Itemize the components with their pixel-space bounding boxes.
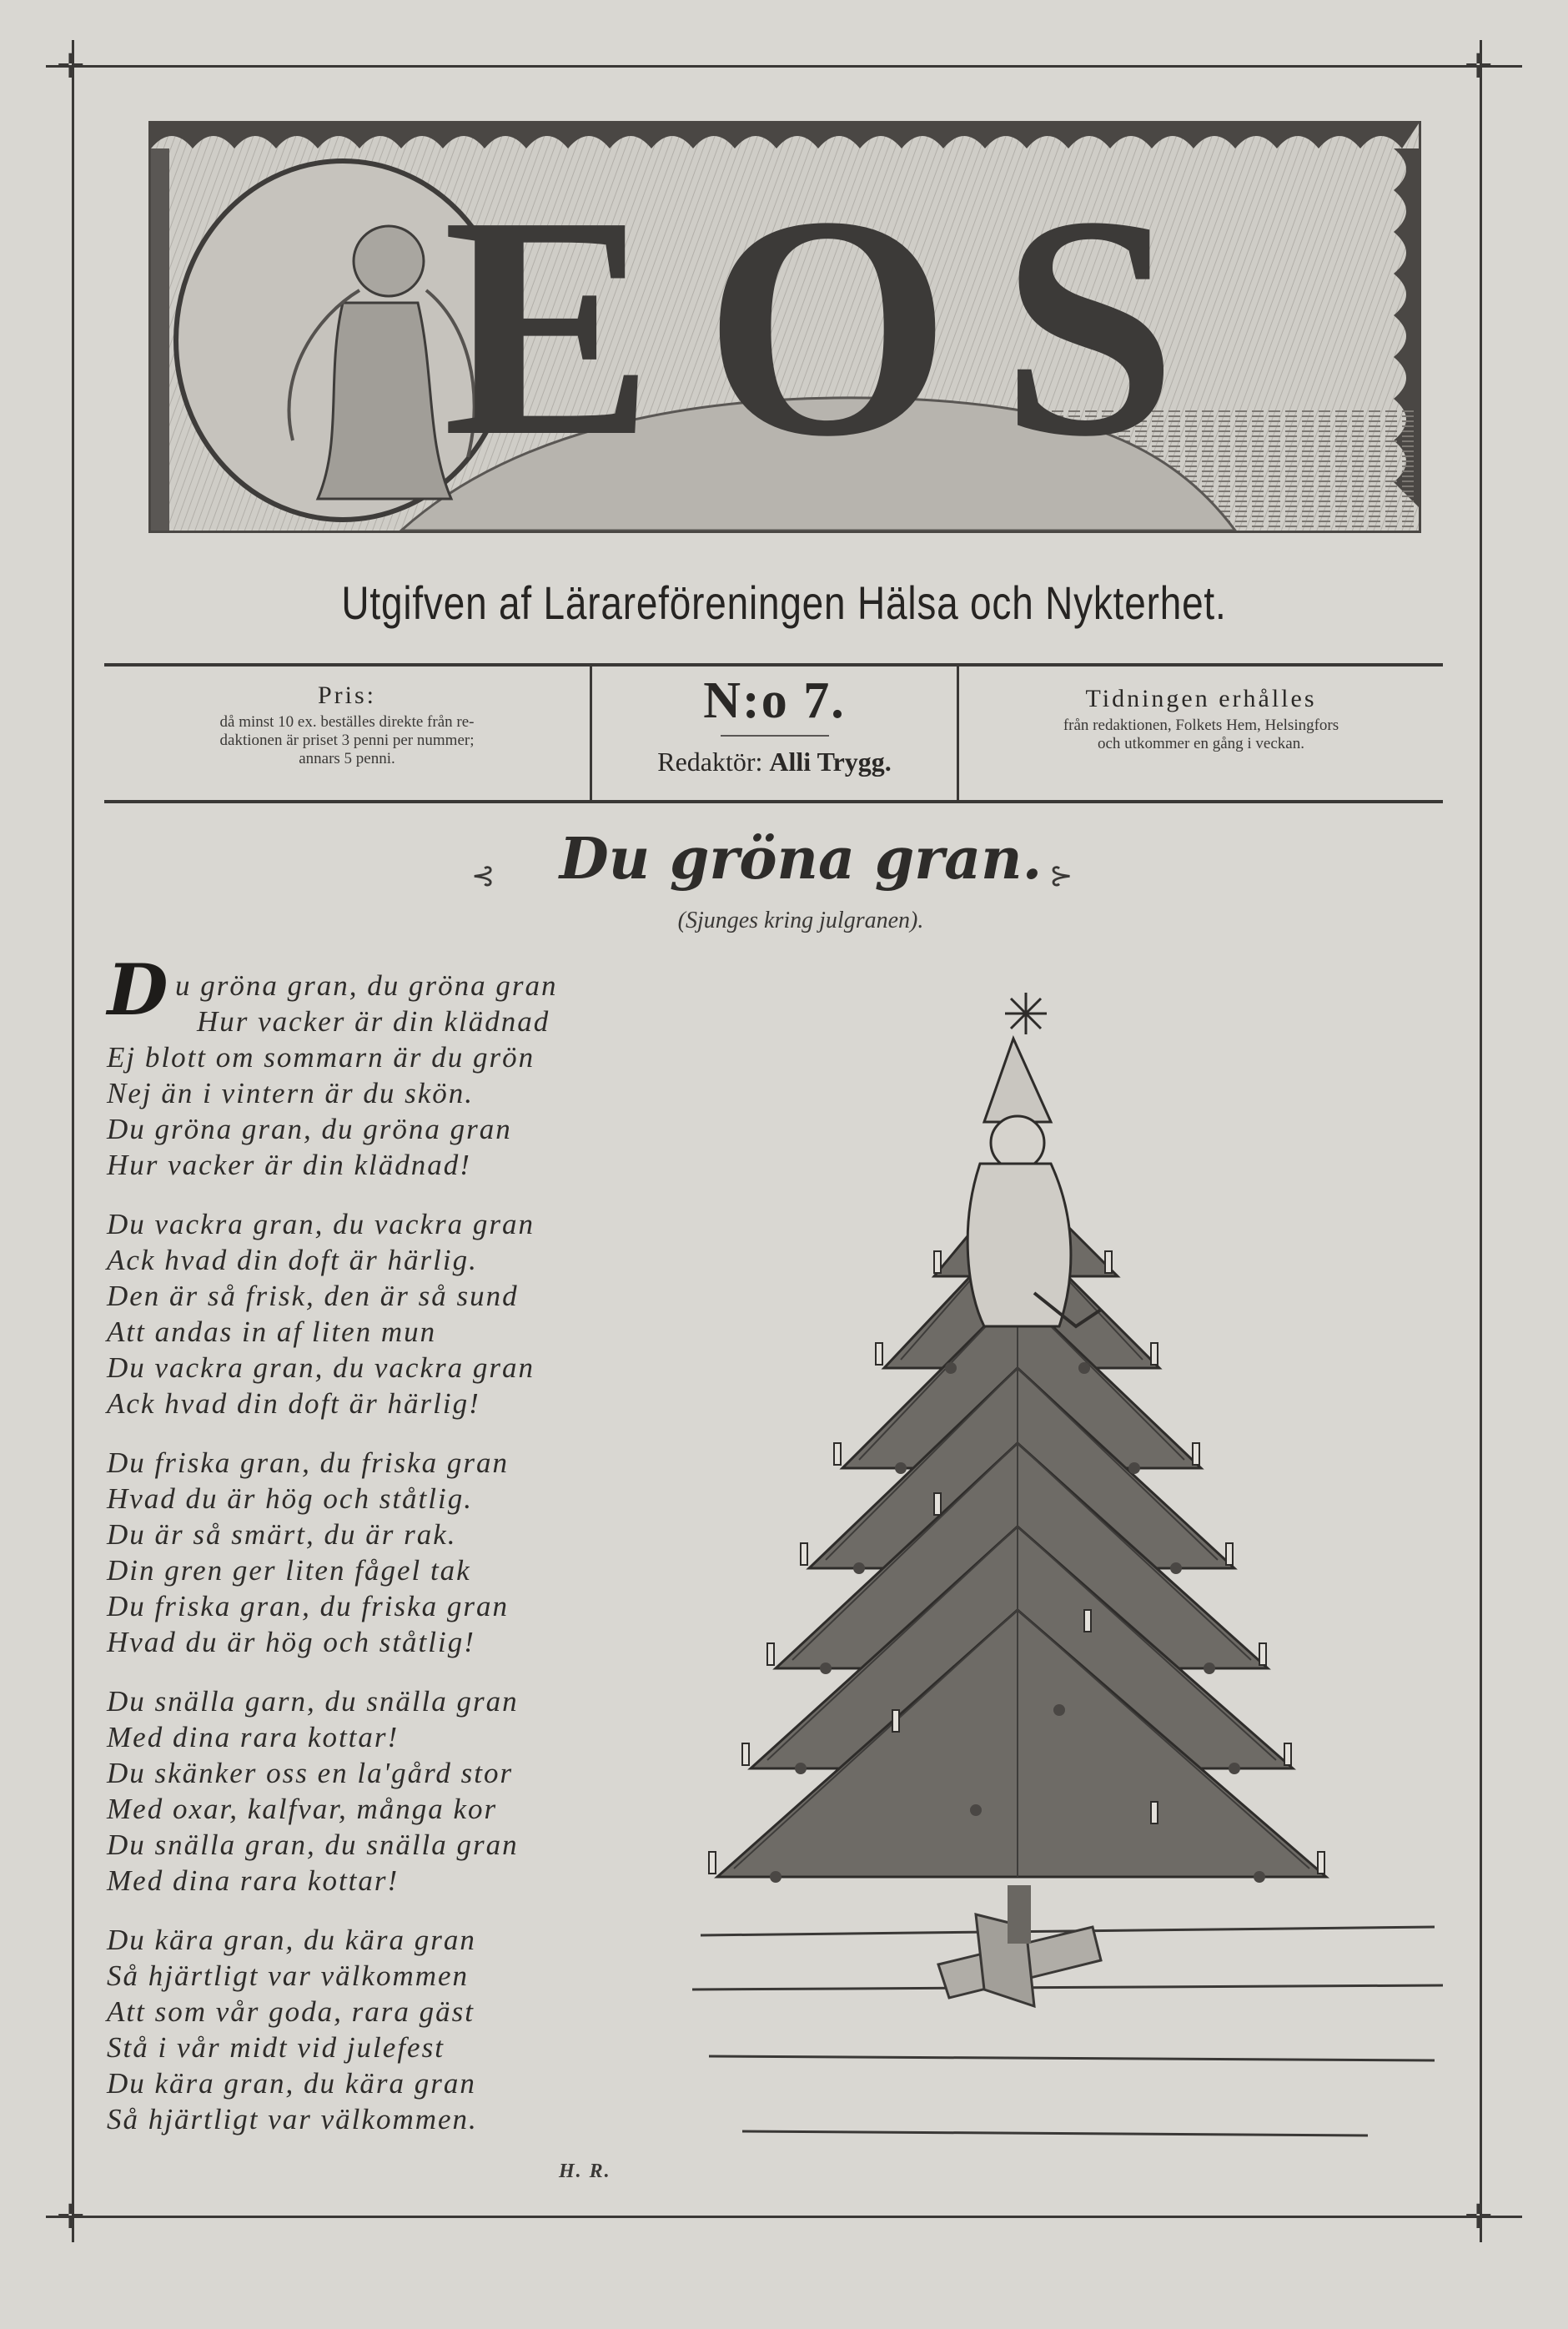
poem-line: Du kära gran, du kära gran [107,1924,476,1956]
frame-left-rule [72,40,74,2242]
poem-line: Hur vacker är din klädnad! [107,1149,471,1181]
masthead-illustration [148,121,1421,533]
poem-signature: H. R. [559,2160,611,2182]
distribution-heading: Tidningen erhålles [1085,685,1317,712]
publisher-subtitle: Utgifven af Lärareföreningen Hälsa och Nykterhet. [341,576,1227,629]
floor-line [742,2131,1368,2135]
poem-line: Med dina rara kottar! [107,1721,400,1753]
distribution-box [959,667,1443,800]
frame-top-rule [46,65,1522,68]
poem-line: Att som vår goda, rara gäst [107,1995,475,2028]
floor-line [709,2056,1435,2060]
price-text-line: då minst 10 ex. beställes direkte från re- [219,713,475,731]
title-ornament-right-icon: ⊱ [1049,859,1073,893]
editor-line [601,747,948,777]
poem-title: Du gröna gran. [559,826,1043,893]
floor-line [692,1985,1443,1989]
poem-line: Du snälla gran, du snälla gran [107,1828,519,1861]
poem-subtitle: (Sjunges kring julgranen). [677,908,924,933]
poem-stanza [107,1445,641,1660]
issue-divider [721,735,829,737]
poem-line: Hvad du är hög och ståtlig! [107,1626,475,1658]
star-icon [1005,993,1047,1034]
corner-ornament-top-right: ✛ [1465,48,1493,86]
poem-line: Nej än i vintern är du skön. [107,1077,474,1109]
drop-cap: D [107,948,168,1031]
poem-line: Din gren ger liten fågel tak [107,1554,471,1587]
poem-line: Du skänker oss en la'gård stor [107,1757,514,1789]
poem-line: Hur vacker är din klädnad [197,1005,550,1038]
corner-ornament-bottom-right: ✛ [1465,2198,1493,2236]
poem-line: Den är så frisk, den är så sund [107,1280,519,1312]
gnome-figure [967,1039,1101,1326]
poem-line: Med dina rara kottar! [107,1864,400,1897]
poem-line: Du är så smärt, du är rak. [107,1518,457,1551]
tree-trunk [1008,1885,1031,1944]
poem-line: Ack hvad din doft är härlig. [107,1244,478,1276]
price-heading: Pris: [317,682,377,709]
poem-line: Du gröna gran, du gröna gran [107,1113,512,1145]
issue-box [592,667,959,800]
price-box [104,667,592,800]
distribution-text-line: från redaktionen, Folkets Hem, Helsingfors [1063,717,1339,734]
poem-line: Du kära gran, du kära gran [107,2067,476,2100]
editor-name: Alli Trygg. [769,747,892,777]
poem-stanza [107,1922,641,2137]
poem-stanza [107,1683,641,1899]
poem-stanza [107,948,641,1183]
poem-line: Ack hvad din doft är härlig! [107,1387,480,1420]
poem-line: Hvad du är hög och ståtlig. [107,1482,473,1515]
poem-line: Du friska gran, du friska gran [107,1446,509,1479]
poem-line: Du friska gran, du friska gran [107,1590,509,1622]
distribution-text-line: och utkommer en gång i veckan. [1098,735,1304,752]
corner-ornament-top-left: ✛ [57,48,85,86]
corner-ornament-bottom-left: ✛ [57,2198,85,2236]
poem-stanza [107,1206,641,1421]
poem-line: Med oxar, kalfvar, många kor [107,1793,498,1825]
christmas-tree-illustration [684,976,1451,2160]
price-text-line: annars 5 penni. [299,750,395,767]
masthead-title: EOS [442,151,1228,502]
poem-line: Så hjärtligt var välkommen [107,1959,470,1992]
poem-body [107,948,641,2160]
poem-line: Att andas in af liten mun [107,1315,437,1348]
info-bar [104,663,1443,803]
frame-right-rule [1480,40,1482,2242]
poem-line: Du vackra gran, du vackra gran [107,1208,535,1240]
poem-line: u gröna gran, du gröna gran [175,969,558,1002]
price-text-line: daktionen är priset 3 penni per nummer; [219,732,475,749]
poem-line: Ej blott om sommarn är du grön [107,1041,535,1074]
editor-label: Redaktör: [657,747,763,777]
poem-line: Stå i vår midt vid julefest [107,2031,445,2064]
poem-line: Så hjärtligt var välkommen. [107,2103,478,2135]
frame-bottom-rule [46,2216,1522,2218]
poem-line: Du snälla garn, du snälla gran [107,1685,519,1718]
poem-line: Du vackra gran, du vackra gran [107,1351,535,1384]
title-ornament-left-icon: ⊰ [471,859,495,893]
issue-number: N:o 7. [703,672,846,729]
